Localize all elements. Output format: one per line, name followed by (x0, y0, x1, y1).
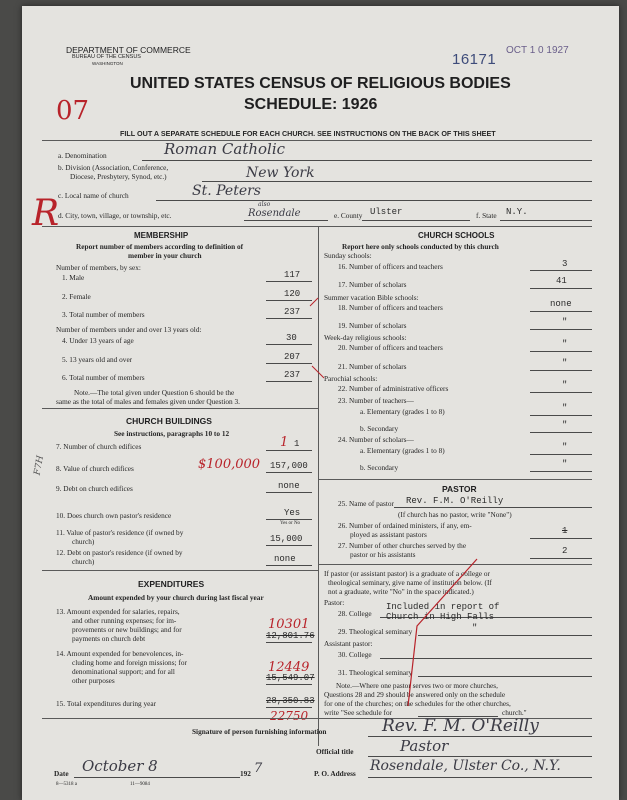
official-title-line (368, 756, 592, 757)
q15-value: 28,350.83 (266, 696, 315, 706)
q13-line-3: provements or new buildings; and for (72, 625, 182, 634)
q24b-value: " (562, 459, 568, 469)
q4-value: 30 (286, 333, 297, 343)
q24a-value: " (562, 442, 568, 452)
q7-hand: 1 (280, 435, 289, 450)
q3-value: 237 (284, 307, 301, 317)
division-label-1: b. Division (Association, Conference, (58, 163, 169, 172)
q21-label: 21. Number of scholars (338, 362, 407, 371)
q28-label: 28. College (338, 609, 372, 618)
q28-value-1: Included in report of (386, 602, 500, 612)
q18-label: 18. Number of officers and teachers (338, 303, 443, 312)
red-mark-r: R (32, 193, 60, 234)
q25-note: (If church has no pastor, write "None") (398, 510, 512, 519)
official-title-value: Pastor (400, 737, 449, 755)
year-prefix: 192 (240, 769, 251, 778)
division-value: New York (246, 165, 315, 181)
q23a-label: a. Elementary (grades 1 to 8) (360, 407, 445, 416)
pastor-heading: PASTOR (442, 484, 477, 494)
received-date-stamp: OCT 1 0 1927 (506, 45, 569, 56)
q18-value: none (550, 299, 572, 309)
q11-label-2: church) (72, 537, 95, 546)
q21-value: " (562, 358, 568, 368)
membership-sub-2: member in your church (128, 251, 202, 260)
red-mark-07: 07 (56, 96, 90, 126)
q26-line-1: 26. Number of ordained ministers, if any, em- (338, 521, 472, 530)
bureau-name: BUREAU OF THE CENSUS (72, 54, 141, 60)
q7-label: 7. Number of church edifices (56, 442, 142, 451)
q22-value: " (562, 380, 568, 390)
q29-value: " (472, 623, 478, 633)
q27-line-2: pastor or his assistants (350, 550, 416, 559)
city-value: Rosendale (248, 208, 301, 219)
state-value: N.Y. (506, 207, 528, 217)
membership-note-1: Note.—The total given under Question 6 should be the (74, 388, 235, 397)
year-hand: 7 (254, 761, 263, 776)
county-label: e. County (334, 211, 363, 220)
q4-label: 4. Under 13 years of age (62, 336, 134, 345)
q12-label-2: church) (72, 557, 95, 566)
q29-label: 29. Theological seminary (338, 627, 413, 636)
local-name-label: c. Local name of church (58, 191, 129, 200)
q14-hand: 12449 (268, 660, 310, 675)
q5-label: 5. 13 years old and over (62, 355, 133, 364)
by-age-label: Number of members under and over 13 years old: (56, 325, 202, 334)
address-label: P. O. Address (314, 769, 356, 778)
q12-label-1: 12. Debt on pastor's residence (if owned by (56, 548, 183, 557)
q23b-value: " (562, 420, 568, 430)
date-line (74, 777, 240, 778)
buildings-heading: CHURCH BUILDINGS (126, 416, 212, 426)
sunday-label: Sunday schools: (324, 251, 372, 260)
expenditures-sub: Amount expended by your church during last fiscal year (88, 593, 264, 602)
q26-line-2: ployed as assistant pastors (350, 530, 427, 539)
local-name-value: St. Peters (192, 183, 261, 199)
q20-value: " (562, 339, 568, 349)
q14-line-3: denominational support; and for all (72, 667, 175, 676)
county-value: Ulster (370, 207, 403, 217)
q23a-value: " (562, 403, 568, 413)
q24a-label: a. Elementary (grades 1 to 8) (360, 446, 445, 455)
department-name: DEPARTMENT OF COMMERCE (66, 45, 191, 55)
pastor-sub-label: Pastor: (324, 598, 345, 607)
q13-line-2: and other running expenses; for im- (72, 616, 177, 625)
q31-label: 31. Theological seminary (338, 668, 413, 677)
q14-line-2: cluding home and foreign missions; for (72, 658, 187, 667)
schools-sub: Report here only schools conducted by this church (342, 242, 499, 251)
division-label-2: Diocese, Presbytery, Synod, etc.) (70, 172, 167, 181)
date-value: October 8 (82, 757, 158, 775)
q8-hand: $100,000 (198, 457, 261, 472)
q2-label: 2. Female (62, 292, 91, 301)
summer-label: Summer vacation Bible schools: (324, 293, 419, 302)
q7-value: 1 (294, 439, 300, 449)
state-label: f. State (476, 211, 497, 220)
parochial-label: Parochial schools: (324, 374, 378, 383)
q11-value: 15,000 (270, 534, 303, 544)
q14-line-4: other purposes (72, 676, 115, 685)
q25-label: 25. Name of pastor (338, 499, 394, 508)
membership-note-2: same as the total of males and females given under Question 3. (56, 397, 240, 406)
total-check-mark (310, 298, 318, 306)
q23b-label: b. Secondary (360, 424, 399, 433)
q6-label: 6. Total number of members (62, 373, 145, 382)
q12-value: none (274, 554, 296, 564)
pastor-note-1: Note.—Where one pastor serves two or more churches, (336, 681, 498, 690)
q16-label: 16. Number of officers and teachers (338, 262, 443, 271)
date-label: Date (54, 769, 69, 778)
q20-label: 20. Number of officers and teachers (338, 343, 443, 352)
q16-value: 3 (562, 259, 568, 269)
q8-label: 8. Value of church edifices (56, 464, 134, 473)
q1-label: 1. Male (62, 273, 85, 282)
q19-label: 19. Number of scholars (338, 321, 407, 330)
pastor-note-4: write "See schedule for (324, 708, 393, 717)
q27-value: 2 (562, 546, 568, 556)
signature-label: Signature of person furnishing information (192, 727, 327, 736)
official-title-label: Official title (316, 747, 354, 756)
pastor-note-2: Questions 28 and 29 should be answered only on the schedule (324, 690, 506, 699)
form-number: 8—5318 a (56, 782, 77, 787)
q30-label: 30. College (338, 650, 372, 659)
q19-value: " (562, 317, 568, 327)
q15-label: 15. Total expenditures during year (56, 699, 157, 708)
schedule-year: SCHEDULE: 1926 (244, 96, 378, 113)
signature-value: Rev. F. M. O'Reilly (382, 716, 539, 736)
q28-value-2: Church in High Falls (386, 612, 495, 622)
denomination-label: a. Denomination (58, 151, 107, 160)
print-number: 11—9084 (130, 782, 150, 787)
form-instruction: FILL OUT A SEPARATE SCHEDULE FOR EACH CHURCH. SEE INSTRUCTIONS ON THE BACK OF THIS SHEET (120, 129, 496, 138)
q10-label: 10. Does church own pastor's residence (56, 511, 172, 520)
q13-value: 12,801.76 (266, 631, 315, 641)
graduate-line-2: theological seminary, give name of institution below. (If (328, 578, 492, 587)
q10-hint: Yes or No (280, 521, 301, 526)
q23-label: 23. Number of teachers— (338, 396, 414, 405)
q24b-label: b. Secondary (360, 463, 399, 472)
q9-value: none (278, 481, 300, 491)
q17-label: 17. Number of scholars (338, 280, 407, 289)
q22-label: 22. Number of administrative officers (338, 384, 449, 393)
q5-value: 207 (284, 352, 301, 362)
bureau-city: WASHINGTON (92, 61, 123, 66)
serial-number: 16171 (452, 51, 497, 68)
schools-heading: CHURCH SCHOOLS (418, 231, 495, 240)
pastor-note-5: church." (502, 708, 527, 717)
q1-value: 117 (284, 270, 301, 280)
q10-value: Yes (284, 508, 301, 518)
q25-value: Rev. F.M. O'Reilly (406, 496, 504, 506)
graduate-line-3: not a graduate, write "No" in the space indicated.) (328, 587, 474, 596)
q15-hand: 22750 (270, 709, 309, 723)
q14-line-1: 14. Amount expended for benevolences, in- (56, 649, 184, 658)
q8-value: 157,000 (270, 461, 308, 471)
address-line (368, 777, 592, 778)
q14-value: 15,549.07 (266, 673, 315, 683)
graduate-line-1: If pastor (or assistant pastor) is a graduate of a college or (324, 569, 490, 578)
q17-value: 41 (556, 276, 567, 286)
q3-label: 3. Total number of members (62, 310, 145, 319)
q13-hand: 10301 (268, 617, 310, 632)
q11-label-1: 11. Value of pastor's residence (if owned by (56, 528, 184, 537)
red-pen-strokes (22, 6, 619, 800)
membership-check-mark (312, 366, 324, 378)
by-sex-label: Number of members, by sex: (56, 263, 141, 272)
q27-line-1: 27. Number of other churches served by the (338, 541, 467, 550)
weekday-label: Week-day religious schools: (324, 333, 407, 342)
membership-heading: MEMBERSHIP (134, 231, 189, 240)
q13-line-4: payments on church debt (72, 634, 146, 643)
buildings-sub: See instructions, paragraphs 10 to 12 (114, 429, 230, 438)
city-label: d. City, town, village, or township, etc. (58, 211, 172, 220)
address-value: Rosendale, Ulster Co., N.Y. (370, 758, 561, 774)
margin-note: F7H (32, 454, 47, 477)
city-insert: also (258, 201, 271, 208)
pastor-red-stroke (408, 559, 477, 706)
expenditures-heading: EXPENDITURES (138, 579, 205, 589)
q26-value: 1 (562, 526, 568, 536)
form-title: UNITED STATES CENSUS OF RELIGIOUS BODIES (130, 75, 511, 92)
q13-line-1: 13. Amount expended for salaries, repairs, (56, 607, 180, 616)
q6-value: 237 (284, 370, 301, 380)
q24-label: 24. Number of scholars— (338, 435, 414, 444)
q9-label: 9. Debt on church edifices (56, 484, 133, 493)
q2-value: 120 (284, 289, 301, 299)
census-form-sheet (22, 6, 619, 800)
pastor-note-3: for one of the churches; on the schedules for the other churches, (324, 699, 511, 708)
membership-sub-1: Report number of members according to definition of (76, 242, 244, 251)
denomination-value: Roman Catholic (164, 140, 286, 158)
assistant-sub-label: Assistant pastor: (324, 639, 373, 648)
